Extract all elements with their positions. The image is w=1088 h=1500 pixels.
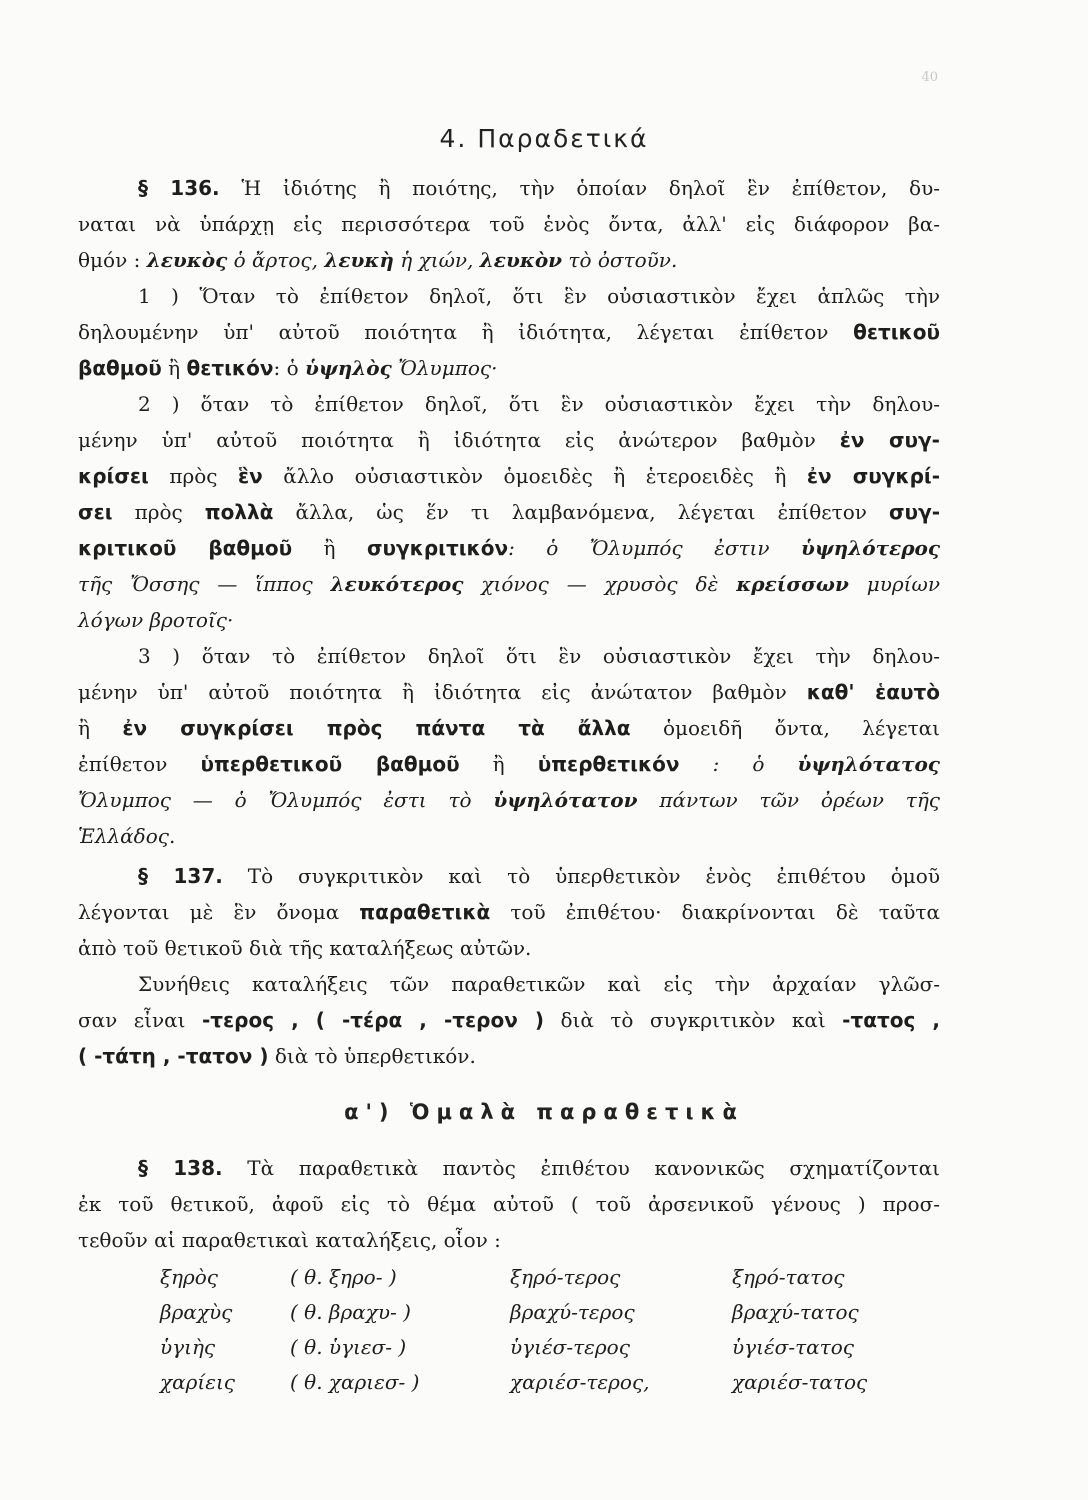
text-line: λόγων βροτοῖς·	[78, 608, 234, 632]
subsection-heading: α') Ὁμαλὰ παραθετικὰ	[344, 1100, 744, 1124]
text-line: τεθοῦν αἱ παραθετικαὶ καταλήξεις, οἷον :	[78, 1228, 501, 1252]
text-line: § 136. Ἡ ἰδιότης ἢ ποιότης, τὴν ὁποίαν δηλοῖ ἓν ἐπίθετον, δυ-	[138, 176, 941, 200]
text-line: σαν εἶναι -τερος , ( -τέρα , -τερον ) διὰ τὸ συγκριτικὸν καὶ -τατος ,	[78, 1008, 940, 1032]
text-line: σει πρὸς πολλὰ ἄλλα, ὡς ἕν τι λαμβανόμενα, λέγεται ἐπίθετον συγ-	[78, 500, 940, 524]
text-line: 2 ) ὅταν τὸ ἐπίθετον δηλοῖ, ὅτι ἓν οὐσιαστικὸν ἔχει τὴν δηλου-	[138, 392, 940, 416]
text-line: § 137. Τὸ συγκριτικὸν καὶ τὸ ὑπερθετικὸν ἑνὸς ἐπιθέτου ὁμοῦ	[138, 864, 940, 888]
text-line: ἀπὸ τοῦ θετικοῦ διὰ τῆς καταλήξεως αὐτῶν.	[78, 936, 532, 960]
paragraph-136	[78, 170, 940, 854]
table-row: βραχὺς ( θ. βραχυ- ) βραχύ-τερος βραχύ-τατος	[160, 1300, 859, 1324]
paragraph-138	[78, 1150, 940, 1258]
text-line: ἐκ τοῦ θετικοῦ, ἀφοῦ εἰς τὸ θέμα αὐτοῦ ( τοῦ ἀρσενικοῦ γένους ) προσ-	[78, 1192, 940, 1216]
text-line: 1 ) Ὅταν τὸ ἐπίθετον δηλοῖ, ὅτι ἓν οὐσιαστικὸν ἔχει ἁπλῶς τὴν	[138, 284, 940, 308]
text-line: βαθμοῦ ἢ θετικόν: ὁ ὑψηλὸς Ὄλυμπος·	[78, 356, 498, 380]
paragraph-137	[78, 858, 940, 1074]
text-line: ναται νὰ ὑπάρχῃ εἰς περισσότερα τοῦ ἑνὸς ὄντα, ἀλλ' εἰς διάφορον βα-	[78, 212, 940, 236]
text-line: ( -τάτη , -τατον ) διὰ τὸ ὑπερθετικόν.	[78, 1044, 476, 1068]
text-line: μένην ὑπ' αὐτοῦ ποιότητα ἢ ἰδιότητα εἰς ἀνώτατον βαθμὸν καθ' ἑαυτὸ	[78, 680, 940, 704]
text-line: ἐπίθετον ὑπερθετικοῦ βαθμοῦ ἢ ὑπερθετικόν : ὁ ὑψηλότατος	[78, 752, 940, 776]
text-line: ἢ ἐν συγκρίσει πρὸς πάντα τὰ ἄλλα ὁμοειδῆ ὄντα, λέγεται	[78, 716, 940, 740]
table-row: χαρίεις ( θ. χαριεσ- ) χαριέσ-τερος, χαριέσ-τατος	[160, 1370, 868, 1394]
table-row: ξηρὸς ( θ. ξηρο- ) ξηρό-τερος ξηρό-τατος	[160, 1265, 845, 1289]
text-line: μένην ὑπ' αὐτοῦ ποιότητα ἢ ἰδιότητα εἰς ἀνώτερον βαθμὸν ἐν συγ-	[78, 428, 940, 452]
text-line: δηλουμένην ὑπ' αὐτοῦ ποιότητα ἢ ἰδιότητα, λέγεται ἐπίθετον θετικοῦ	[78, 320, 940, 344]
text-line: 3 ) ὅταν τὸ ἐπίθετον δηλοῖ ὅτι ἓν οὐσιαστικὸν ἔχει τὴν δηλου-	[138, 644, 940, 668]
section-heading: 4. Παραδετικά	[439, 124, 649, 153]
page-number: 40	[921, 70, 938, 85]
text-line: θμόν : λευκὸς ὁ ἄρτος, λευκὴ ἡ χιών, λευκὸν τὸ ὀστοῦν.	[78, 248, 678, 272]
text-line: Ἑλλάδος.	[78, 824, 176, 848]
text-line: Ὄλυμπος — ὁ Ὄλυμπός ἐστι τὸ ὑψηλότατον πάντων τῶν ὀρέων τῆς	[78, 788, 941, 812]
comparison-table	[160, 1260, 920, 1400]
table-row: ὑγιὴς ( θ. ὑγιεσ- ) ὑγιέσ-τερος ὑγιέσ-τατος	[160, 1335, 854, 1359]
text-line: κρίσει πρὸς ἓν ἄλλο οὐσιαστικὸν ὁμοειδὲς ἢ ἑτεροειδὲς ἢ ἐν συγκρί-	[78, 464, 941, 488]
text-line: Συνήθεις καταλήξεις τῶν παραθετικῶν καὶ εἰς τὴν ἀρχαίαν γλῶσ-	[138, 972, 940, 996]
text-line: τῆς Ὄσσης — ἵππος λευκότερος χιόνος — χρυσὸς δὲ κρείσσων μυρίων	[78, 572, 940, 596]
text-line: κριτικοῦ βαθμοῦ ἢ συγκριτικόν: ὁ Ὄλυμπός ἐστιν ὑψηλότερος	[78, 536, 941, 560]
text-line: λέγονται μὲ ἓν ὄνομα παραθετικὰ τοῦ ἐπιθέτου· διακρίνονται δὲ ταῦτα	[78, 900, 940, 924]
text-line: § 138. Τὰ παραθετικὰ παντὸς ἐπιθέτου κανονικῶς σχηματίζονται	[138, 1156, 940, 1180]
